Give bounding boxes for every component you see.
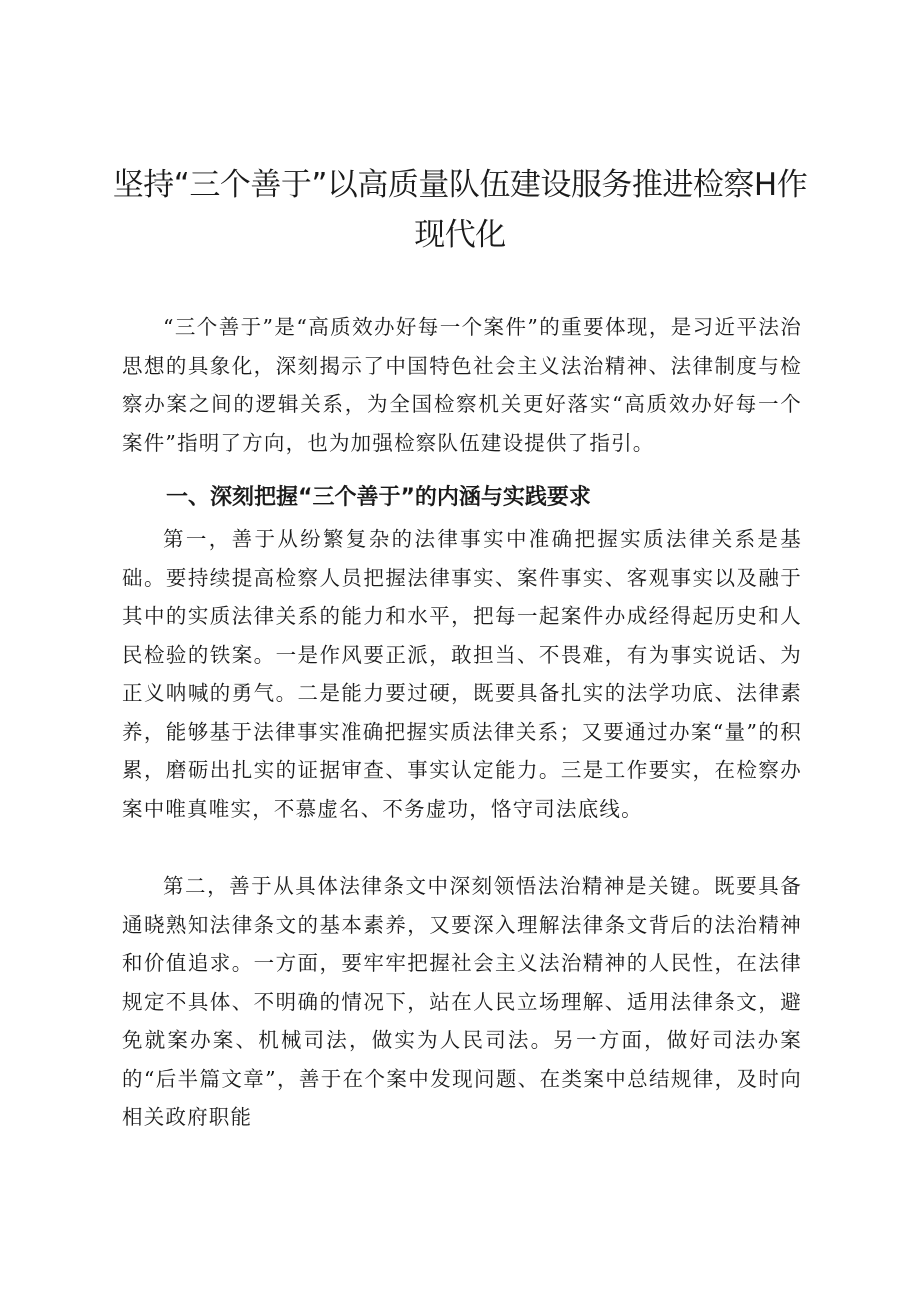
- paragraph-second: 第二，善于从具体法律条文中深刻领悟法治精神是关键。既要具备通晓熟知法律条文的基本素养，又要深入理解法律条文背后的法治精神和价值追求。一方面，要牢牢把握社会主义法治精神的人民性，在法律规定不具体、不明确的情况下，站在人民立场理解、适用法律条文，避免就案办案、机械司法，做实为人民司法。另一方面，做好司法办案的“后半篇文章”，善于在个案中发现问题、在类案中总结规律，及时向相关政府职能: [122, 874, 802, 1129]
- document-title: 坚持“三个善于”以高质量队伍建设服务推进检察H作现代化: [112, 167, 808, 253]
- paragraph-first: 第一，善于从纷繁复杂的法律事实中准确把握实质法律关系是基础。要持续提高检察人员把握法律事实、案件事实、客观事实以及融于其中的实质法律关系的能力和水平，把每一起案件办成经得起历史和人民检验的铁案。一是作风要正派，敢担当、不畏难，有为事实说话、为正义呐喊的勇气。二是能力要过硬，既要具备扎实的法学功底、法律素养，能够基于法律事实准确把握实质法律关系；又要通过办案“量”的积累，磨砺出扎实的证据审查、事实认定能力。三是工作要实，在检察办案中唯真唯实，不慕虚名、不务虚功，恪守司法底线。: [122, 527, 802, 821]
- intro-paragraph: “三个善于”是“高质效办好每一个案件”的重要体现，是习近平法治思想的具象化，深刻揭示了中国特色社会主义法治精神、法律制度与检察办案之间的逻辑关系，为全国检察机关更好落实“高质效办好每一个案件”指明了方向，也为加强检察队伍建设提供了指引。: [122, 315, 802, 455]
- section-heading: 一、深刻把握“三个善于”的内涵与实践要求: [166, 485, 591, 510]
